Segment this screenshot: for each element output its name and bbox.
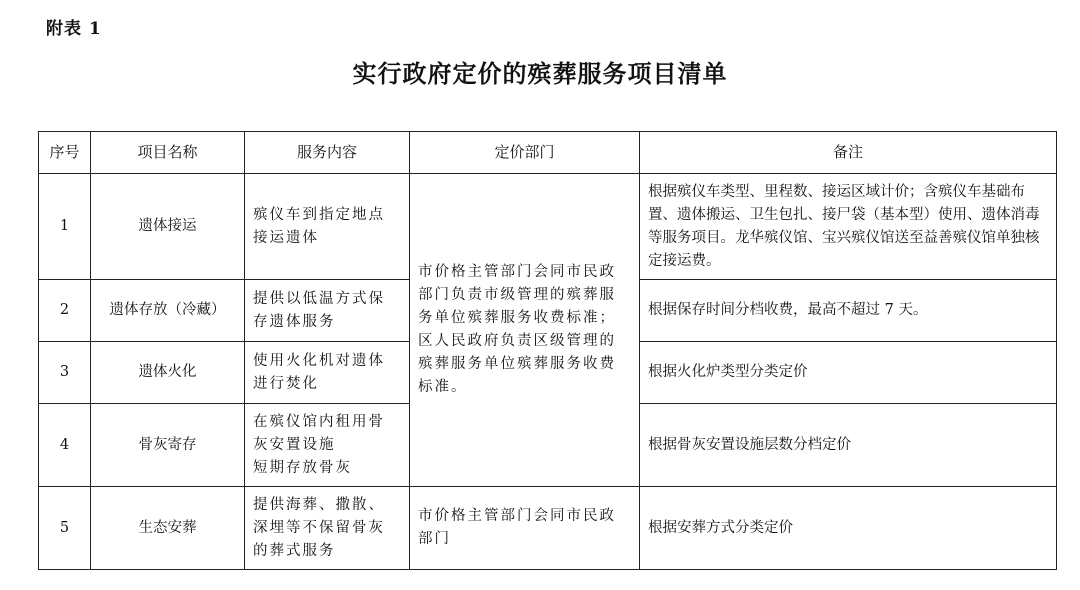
cell-no: 5	[39, 487, 91, 570]
cell-note: 根据殡仪车类型、里程数、接运区域计价；含殡仪车基础布置、遗体搬运、卫生包扎、接尸袋（基本型）使用、遗体消毒等服务项目。龙华殡仪馆、宝兴殡仪馆送至益善殡仪馆单独核定接运费。	[640, 174, 1057, 280]
column-header-name: 项目名称	[91, 132, 245, 174]
table-row	[39, 487, 1057, 570]
cell-no: 1	[39, 174, 91, 280]
cell-content: 殡仪车到指定地点接运遗体	[245, 174, 410, 280]
cell-name: 生态安葬	[91, 487, 245, 570]
cell-content: 提供以低温方式保存遗体服务	[245, 280, 410, 342]
cell-content: 使用火化机对遗体进行焚化	[245, 342, 410, 404]
column-header-pricing-dept: 定价部门	[410, 132, 640, 174]
table-row	[39, 174, 1057, 280]
cell-note: 根据安葬方式分类定价	[640, 487, 1057, 570]
cell-no: 2	[39, 280, 91, 342]
cell-content: 提供海葬、撒散、深埋等不保留骨灰的葬式服务	[245, 487, 410, 570]
cell-pricing-dept: 市价格主管部门会同市民政部门	[410, 487, 640, 570]
service-items-table	[38, 131, 1057, 570]
cell-content-line: 短期存放骨灰	[253, 459, 352, 476]
cell-pricing-dept-merged: 市价格主管部门会同市民政部门负责市级管理的殡葬服务单位殡葬服务收费标准；区人民政府负责区级管理的殡葬服务单位殡葬服务收费标准。	[410, 174, 640, 487]
page-title: 实行政府定价的殡葬服务项目清单	[352, 59, 728, 88]
cell-content	[245, 404, 410, 487]
cell-no: 4	[39, 404, 91, 487]
cell-name: 遗体火化	[91, 342, 245, 404]
attachment-label: 附表 1	[46, 19, 102, 39]
column-header-no: 序号	[39, 132, 91, 174]
cell-name: 骨灰寄存	[91, 404, 245, 487]
table-header-row	[39, 132, 1057, 174]
cell-note: 根据火化炉类型分类定价	[640, 342, 1057, 404]
cell-name: 遗体接运	[91, 174, 245, 280]
cell-note: 根据骨灰安置设施层数分档定价	[640, 404, 1057, 487]
column-header-content: 服务内容	[245, 132, 410, 174]
cell-name: 遗体存放（冷藏）	[91, 280, 245, 342]
cell-no: 3	[39, 342, 91, 404]
cell-note: 根据保存时间分档收费，最高不超过 7 天。	[640, 280, 1057, 342]
cell-content-line: 在殡仪馆内租用骨灰安置设施	[253, 413, 385, 453]
column-header-notes: 备注	[640, 132, 1057, 174]
